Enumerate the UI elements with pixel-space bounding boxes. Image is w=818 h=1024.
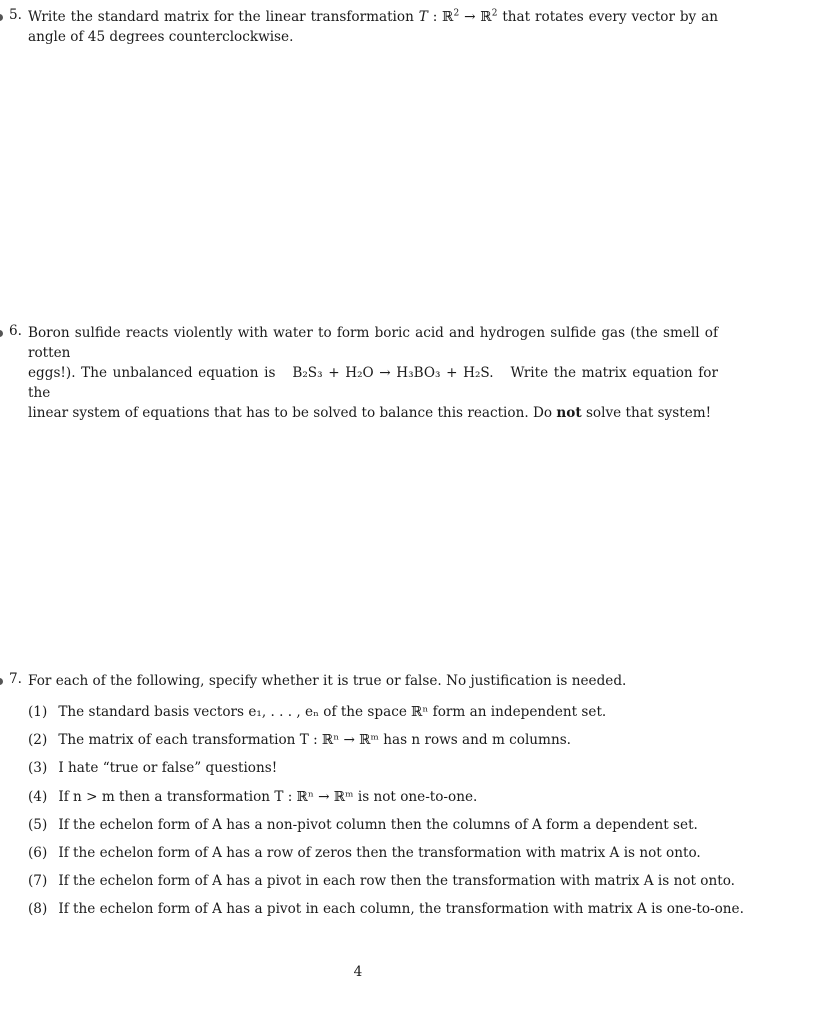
list-item: (3) I hate “true or false” questions! (28, 760, 278, 777)
problem-text (28, 7, 718, 47)
list-item: (7) If the echelon form of A has a pivot in each row then the transformation with matrix A is not onto. (28, 873, 735, 890)
problem-text (28, 323, 718, 423)
problem-6-line-2: eggs!). The unbalanced equation is B₂S₃ + H₂O → H₃BO₃ + H₂S. Write the matrix equation for the (28, 365, 718, 401)
list-item: (6) If the echelon form of A has a row of zeros then the transformation with matrix A is not onto. (28, 844, 701, 861)
list-item: (5) If the echelon form of A has a non-pivot column then the columns of A form a dependent set. (28, 816, 698, 833)
problem-6-line-3: linear system of equations that has to be solved to balance this reaction. Do not solve that system! (28, 405, 712, 421)
list-item: (8) If the echelon form of A has a pivot in each column, the transformation with matrix A is one-to-one. (28, 901, 744, 918)
problem-number: 5. (9, 7, 22, 23)
problem-6-line-1: Boron sulfide reacts violently with water to form boric acid and hydrogen sulfide gas (the smell of rotten (28, 325, 718, 361)
margin-bullet (0, 330, 3, 337)
problem-number: 6. (9, 323, 22, 339)
problem-text (28, 671, 718, 691)
list-item: (4) If n > m then a transformation T : ℝⁿ → ℝᵐ is not one-to-one. (28, 788, 478, 805)
problem-7-intro: For each of the following, specify whether it is true or false. No justification is needed. (28, 673, 627, 689)
page-number: 4 (353, 964, 363, 980)
list-item: (2) The matrix of each transformation T : ℝⁿ → ℝᵐ has n rows and m columns. (28, 732, 571, 749)
margin-bullet (0, 678, 3, 685)
problem-5-line-2: angle of 45 degrees counterclockwise. (28, 29, 294, 45)
list-item: (1) The standard basis vectors e₁, . . . , eₙ of the space ℝⁿ form an independent set. (28, 704, 607, 720)
true-false-list (28, 704, 744, 930)
chemical-equation: B₂S₃ + H₂O → H₃BO₃ + H₂S. (292, 365, 494, 381)
problem-5-line-1: Write the standard matrix for the linear transformation T : ℝ$^2$ → ℝ$^2$ that rotates every vector by an (28, 8, 718, 25)
problem-number: 7. (9, 671, 22, 687)
margin-bullet (0, 14, 3, 21)
